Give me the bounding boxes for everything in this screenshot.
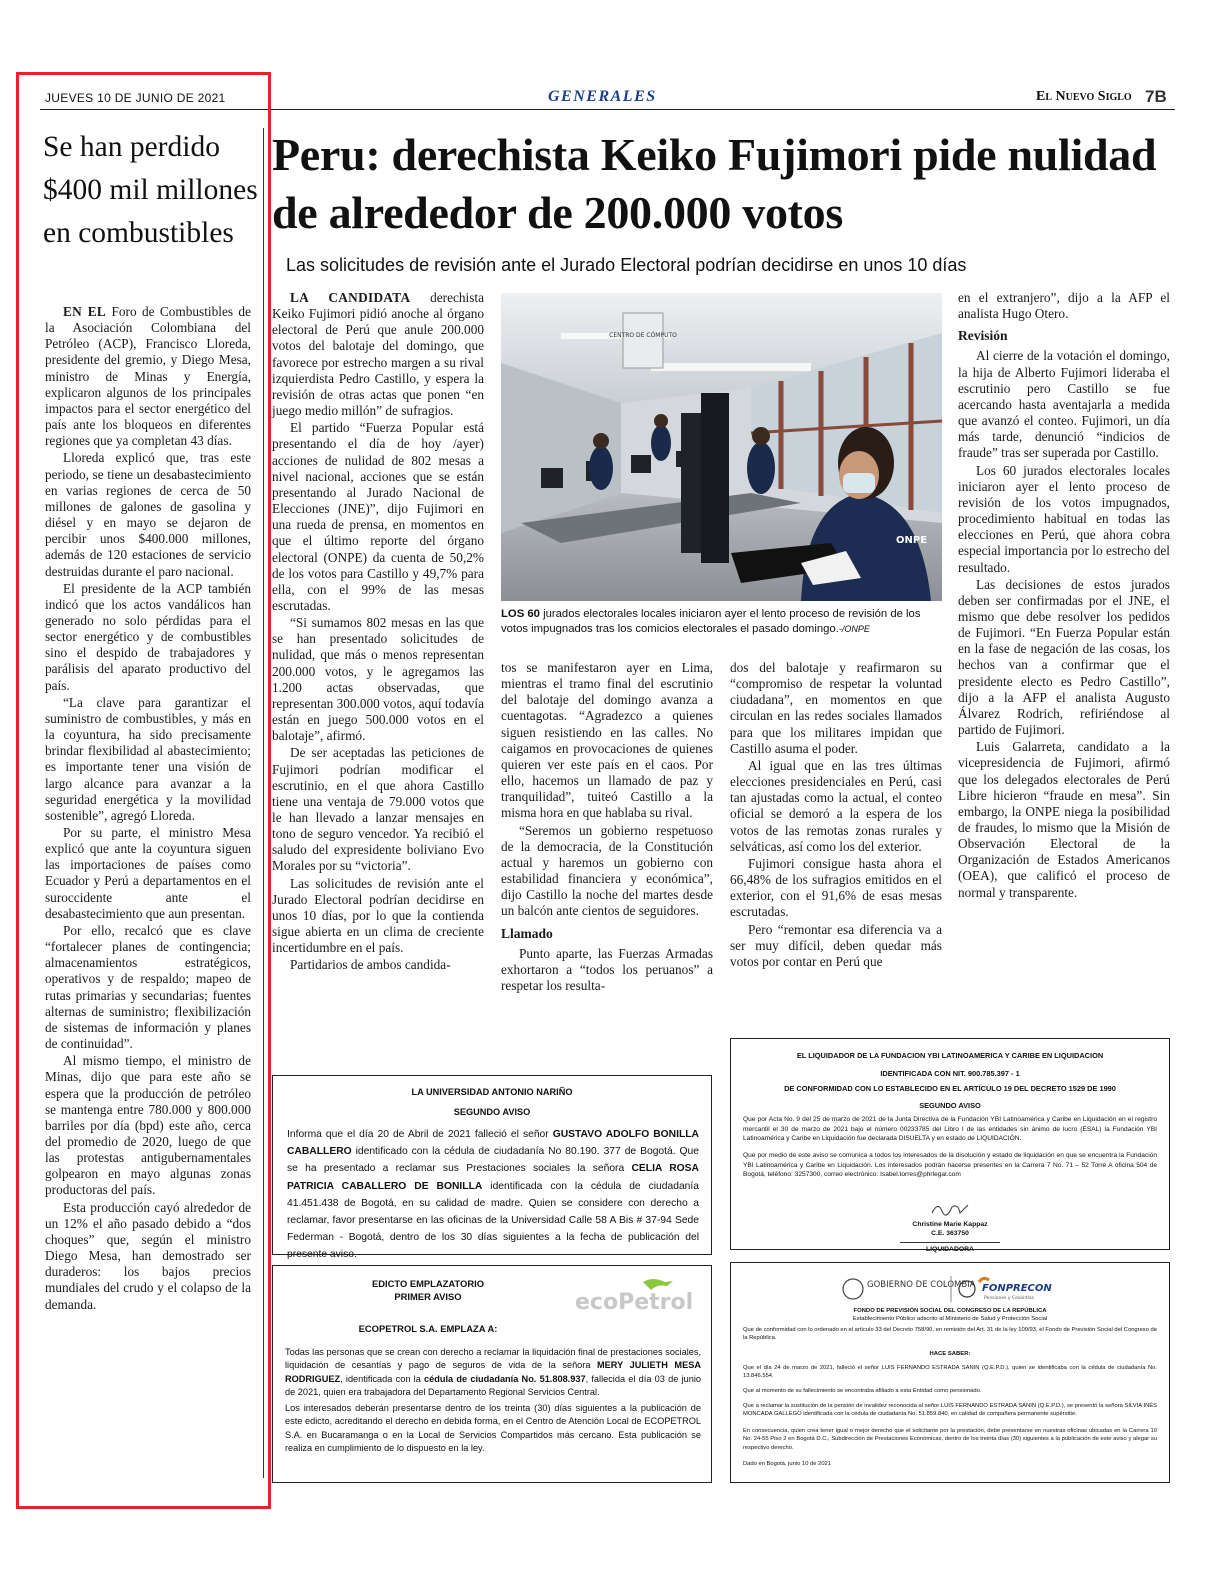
notice-subtitle: ECOPETROL S.A. EMPLAZA A: — [358, 1323, 498, 1334]
signature-scribble — [930, 1201, 970, 1217]
notice-subtitle: SEGUNDO AVISO — [453, 1107, 531, 1117]
notice-date: Dado en Bogotá, junio 10 de 2021 — [743, 1461, 831, 1467]
gov-logo-text: GOBIERNO DE COLOMBIA — [867, 1280, 976, 1290]
main-article-column-4 — [958, 290, 1170, 902]
notice-title-line: EDICTO EMPLAZATORIO — [372, 1278, 484, 1289]
notice-title: FONDO DE PREVISIÓN SOCIAL DEL CONGRESO DE LA REPÚBLICA — [853, 1308, 1047, 1314]
notice-ybi — [730, 1038, 1170, 1253]
notice-heading: HACE SABER: — [929, 1351, 971, 1357]
ecopetrol-logo — [573, 1278, 698, 1314]
paragraph: Las decisiones de estos jurados deben ser confirmadas por el JNE, el mismo que debe resolver los pedidos de Fujimori. “En Fuerza Popular están en la fase de negación de las cosas, los hechos van a confirmar que el presidente electo es Pedro Castillo”, dijo a la AFP el analista Augusto Álvarez Rodrich, refiriéndose al partido de Fujimori. — [958, 576, 1170, 738]
notice-signature — [731, 1201, 1169, 1254]
notice-title: IDENTIFICADA CON NIT. 900.785.397 - 1 — [880, 1069, 1020, 1078]
photo-jacket-text: ONPE — [896, 535, 928, 546]
caption-lead-in: LOS 60 — [501, 608, 540, 620]
notice-text: identificado con la cédula de ciudadanía No 80.190. 377 de Bogotá. Que se ha presentado a reclamar sus Prestaciones sociales la señora — [287, 1146, 699, 1175]
section-name: GENERALES — [548, 88, 657, 105]
ecopetrol-logo-text: ecoPetrol — [575, 1290, 694, 1314]
notice-paragraph: En consecuencia, quien crea tener igual o mejor derecho que el solicitante por la prestación, debe presentarse en nuestras oficinas ubicadas en la Carrera 10 No. 24-55 Piso 2 en Bogotá D.C., Subdirección de Prestaciones Económicas, dentro de los treinta días (30) siguientes a la publicación de este aviso y alegar su respectivo derecho. — [743, 1428, 1157, 1451]
notice-title-line: PRIMER AVISO — [394, 1291, 462, 1302]
paragraph: Al cierre de la votación el domingo, la hija de Alberto Fujimori lideraba el escrutinio pero Castillo se fue acercando hasta aventajarla a medida que avanzó el conteo. Fujimori, un día más tarde, denunció “indicios de fraude” tras ser superada por Castillo. — [958, 348, 1170, 461]
notice-body — [285, 1346, 701, 1458]
caption-text: jurados electorales locales iniciaron ayer el lento proceso de revisión de los votos impugnados tras los comicios electorales el pasado domingo. — [501, 608, 921, 635]
paragraph: “Si sumamos 802 mesas en las que se han presentado solicitudes de nulidad, que más o menos representan 200.000 votos, y le agregamos las 1.200 actas observadas, que representan 300.000 votos, aquí todavía están en juego 500.000 votos en el balotaje”, afirmó. — [272, 615, 484, 744]
notice-paragraph — [285, 1346, 701, 1399]
notice-name: MERY JULIETH MESA RODRIGUEZ — [285, 1360, 701, 1384]
fonprecon-logo-text: FONPRECON — [982, 1283, 1052, 1294]
paragraph: Lloreda explicó que, tras este periodo, se tiene un desabastecimiento en varias regiones de cerca de 50 millones de galones de gasolina y diésel y en mayo se dejaron de percibir unos $400.000 millones, además de 120 estaciones de servicio destruidas durante el paro nacional. — [45, 450, 251, 579]
notice-paragraph: Que al momento de su fallecimiento se encontraba afiliado a esta Entidad como pensionado. — [743, 1388, 982, 1394]
notice-paragraph: Que a reclamar la sustitución de la pensión de invalidez reconocida al señor LUIS FERNANDO ESTRADA SANIN (Q.E.P.D.), se presentó la señora SILVIA INÉS MONCADA GALLEGO identificada con la cédula de ciudadanía No. 51.859.840, en calidad de compañera permanente supérstite. — [743, 1403, 1157, 1418]
main-article-column-3 — [730, 660, 942, 971]
notice-paragraph: Los interesados deberán presentarse dentro de los treinta (30) días siguientes a la publicación de este edicto, acreditando el derecho en debida forma, en el Centro de Atención Local de ECOPETROL S.A. en Bucaramanga o en la Local de Servicios Compartidos más cercano. Esta publicación se realiza en cumplimiento de lo dispuesto en la ley. — [285, 1403, 701, 1454]
paragraph: Fujimori consigue hasta ahora el 66,48% de los sufragios emitidos en el exterior, con el 91,6% de esas mesas escrutadas. — [730, 855, 942, 920]
paragraph: Por ello, recalcó que es clave “fortalecer planes de contingencia; almacenamientos estratégicos, operativos y de respaldo; mapeo de rutas primarias y secundarias; fuentes alternas de suministro; flexibilización de sistemas de información y planes de continuidad”. — [45, 922, 251, 1052]
paragraph: “Seremos un gobierno respetuoso de la democracia, de la Constitución actual y haremos un gobierno con estabilidad financiera y económica”, dijo Castillo la noche del martes desde un balcón ante cientos de seguidores. — [501, 822, 713, 919]
notice-title: LA UNIVERSIDAD ANTONIO NARIÑO — [411, 1087, 573, 1097]
notice-ecopetrol — [272, 1265, 712, 1483]
lead-in: EN EL — [63, 304, 107, 319]
notice-name: CELIA ROSA PATRICIA CABALLERO DE BONILLA — [287, 1163, 699, 1192]
paragraph: Punto aparte, las Fuerzas Armadas exhortaron a “todos los peruanos” a respetar los resulta- — [501, 945, 713, 993]
main-article-column-2 — [501, 660, 713, 995]
caption-credit: -/ONPE — [838, 623, 870, 634]
issue-date: JUEVES 10 DE JUNIO DE 2021 — [45, 91, 226, 105]
notice-title — [333, 1277, 523, 1303]
paragraph: dos del balotaje y reafirmaron su “compromiso de respetar la voluntad ciudadana”, en momentos en que circulan en las redes sociales llamados para que los militares impidan que Castillo asuma el poder. — [730, 660, 942, 756]
lead-in: LA CANDIDATA — [290, 290, 411, 305]
fonprecon-logo-subtext: Pensiones y Cesantías — [984, 1296, 1034, 1301]
paragraph: “La clave para garantizar el suministro de combustibles, y más en la coyuntura, ha sido precisamente brindar flexibilidad al abastecimiento; es importante tener una visión de largo alcance para avanzar a la seguridad energética y la movilidad sostenible”, agregó Lloreda. — [45, 694, 251, 823]
notice-text: identificada con la cédula de ciudadanía 41.451.438 de Bogotá, en su calidad de madre. Quien se considere con derecho a reclamar, favor presentarse en las oficinas de la Universidad Calle 58 A Bis # 37-94 Sede Federman - Bogotá, dentro de los 30 días siguientes a la fecha de publicación del presente aviso. — [287, 1180, 699, 1261]
newspaper-name: El Nuevo Siglo — [1036, 89, 1132, 104]
paragraph: Pero “remontar esa diferencia va a ser muy difícil, deben quedar más votos por contar en Perú que — [730, 921, 942, 969]
photo-sign-text: CENTRO DE CÓMPUTO — [609, 332, 677, 339]
subhead-llamado: Llamado — [501, 925, 553, 941]
left-article-headline: Se han perdido $400 mil millones en combustibles — [43, 131, 258, 249]
notice-paragraph: Que de conformidad con lo ordenado en el artículo 33 del Decreto 758/90, en remisión del Art. 31 de la ley 100/93, el Fondo de Previsión Social del Congreso de la República. — [743, 1327, 1157, 1342]
notice-paragraph: Que el día 24 de marzo de 2021, falleció el señor LUIS FERNANDO ESTRADA SANIN (Q.E.P.D.), quien se identificaba con la cédula de ciudadanía No. 13.846.554. — [743, 1365, 1157, 1380]
paragraph: en el extranjero”, dijo a la AFP el analista Hugo Otero. — [958, 290, 1170, 322]
paragraph: derechista Keiko Fujimori pidió anoche al órgano electoral de Perú que anule 200.000 votos del balotaje del domingo, que favorece por estrecho margen a su rival izquierdista Pedro Castillo, y espera la revisión de otras actas que ponen “en juego medio millón” de sufragios. — [272, 290, 484, 419]
paragraph: Las solicitudes de revisión ante el Jurado Electoral podrían decidirse en unos 10 días, por lo que la contienda sigue abierta en un clima de creciente incertidumbre en el país. — [272, 875, 484, 956]
fonprecon-swoosh-icon — [979, 1278, 989, 1282]
photo-caption — [501, 607, 942, 636]
fonprecon-logos — [841, 1272, 1061, 1306]
left-article-body — [45, 304, 251, 1314]
paragraph: Al mismo tiempo, el ministro de Minas, dijo que para este año se espera que la producción de petróleo se mantenga entre 780.000 y 800.000 barriles por día (bpd) este año, cerca del promedio de 2020, luego de que las protestas antigubernamentales golpearon en mayo algunas zonas productoras del país. — [45, 1053, 251, 1198]
signature-line — [900, 1242, 1000, 1243]
paragraph: Los 60 jurados electorales locales iniciaron ayer el lento proceso de revisión de los votos impugnados, procedimiento habitual en todas las elecciones en Perú, que ahora cobra especial importancia por lo estrecho del resultado. — [958, 462, 1170, 575]
paragraph: tos se manifestaron ayer en Lima, mientras el tramo final del escrutinio del balotaje del domingo avanza a cuentagotas. “Agradezco a quienes siguen resistiendo en las calles. No caigamos en provocaciones de quienes quieren ver este país en el caos. Por ello, hacemos un llamado de paz y tranquilidad”, tuiteó Castillo a la misma hora en que hablaba su rival. — [501, 660, 713, 821]
paragraph: Por su parte, el ministro Mesa explicó que ante la coyuntura siguen las importaciones de países como Ecuador y Perú a departamentos en el suroccidente ante el desabastecimiento que aun presentan. — [45, 825, 251, 921]
notice-universidad — [272, 1075, 712, 1261]
notice-id: cédula de ciudadanía No. 51.808.937 — [424, 1373, 586, 1384]
signatory-role: LIQUIDADORA — [926, 1246, 974, 1253]
coat-of-arms-icon — [843, 1279, 863, 1299]
main-subheadline: Las solicitudes de revisión ante el Jurado Electoral podrían decidirse en unos 10 días — [286, 255, 967, 275]
notice-text: Informa que el día 20 de Abril de 2021 falleció el señor — [287, 1129, 553, 1140]
notice-text: , identificada con la — [340, 1373, 425, 1384]
notice-title: DE CONFORMIDAD CON LO ESTABLECIDO EN EL ARTÍCULO 19 DEL DECRETO 1529 DE 1990 — [784, 1084, 1116, 1093]
signatory-id: C.E. 363750 — [931, 1230, 969, 1237]
paragraph: Partidarios de ambos candida- — [290, 957, 451, 973]
article-photo — [501, 293, 942, 601]
paragraph: De ser aceptadas las peticiones de Fujimori podrían modificar el escrutinio, en el que ahora Castillo tiene una ventaja de 79.000 votos que le han llevado a lanzar mensajes en tono de seguro vencedor. Ya recibió el saludo del expresidente boliviano Evo Morales por su “victoria”. — [272, 745, 484, 874]
paragraph: Luis Galarreta, candidato a la vicepresidencia de Fujimori, afirmó que los delegados electorales de Perú Libre hicieron “fraude en mesa”. Sin embargo, la ONPE niega la posibilidad de fraudes, lo mismo que la Misión de Observación Electoral de la Organización de Estados Americanos (OEA), que calificó el proceso de normal y transparente. — [958, 739, 1170, 900]
paragraph: Foro de Combustibles de la Asociación Colombiana del Petróleo (ACP), Francisco Lloreda, presidente del gremio, y Diego Mesa, ministro de Minas y Energía, explicaron algunos de los principales impactos para el sector energético del país ante los bloqueos en diferentes regiones que ya completan 43 días. — [45, 304, 251, 449]
signatory-name: Christine Marie Kappaz — [912, 1221, 988, 1228]
column-divider — [263, 128, 264, 1478]
notice-text: , fallecida el día 03 de junio de 2021, quien era trabajadora del Departamento Regional Servicios Central. — [285, 1373, 701, 1397]
main-article-column-1 — [272, 290, 484, 975]
paragraph: El partido “Fuerza Popular está presentando el día de hoy /ayer) acciones de nulidad de 802 mesas a nivel nacional, acciones que se están presentando al Jurado Nacional de Elecciones (JNE)”, dijo Fujimori en una rueda de prensa, en momentos en que el último reporte del órgano electoral (ONPE) da cuenta de 50,2% de los votos para Castillo y 49,7% para ella, con el 99% de las mesas escrutadas. — [272, 420, 484, 613]
paragraph: Esta producción cayó alrededor de un 12% el año pasado debido a “dos choques” que, según el ministro Diego Mesa, han demostrado ser duraderos: los bajos precios mundiales del crudo y el colapso de la demanda. — [45, 1199, 251, 1312]
notice-text: Todas las personas que se crean con derecho a reclamar la liquidación final de prestaciones sociales, liquidación de cesantías y pago de seguros de vida de la señora — [285, 1347, 701, 1371]
notice-paragraph: Que por medio de este aviso se comunica a todos los interesados de la disolución y estado de liquidación en que se encuentra la Fundación YBI Latinoamérica y Caribe en Liquidación. Los interesados podrán hacerse presentes en la Carrera 7 No. 71 – 52 Torre A oficina 504 de Bogotá, teléfono: 3257300, correo electrónico: Isabel.torres@phrlegal.com — [743, 1152, 1157, 1178]
notice-subtitle: Establecimiento Público adscrito al Ministerio de Salud y Protección Social — [852, 1316, 1048, 1322]
page-number: 7B — [1145, 87, 1167, 106]
notice-title: EL LIQUIDADOR DE LA FUNDACION YBI LATINOAMERICA Y CARIBE EN LIQUIDACION — [796, 1051, 1104, 1060]
notice-fonprecon — [730, 1262, 1170, 1483]
paragraph: El presidente de la ACP también indicó que los actos vandálicos han generado no solo pérdidas para el sector energético y de combustibles sino el despido de trabajadores y parálisis del aparato productivo del país. — [45, 580, 251, 693]
notice-body — [287, 1126, 699, 1264]
subhead-revision: Revisión — [958, 328, 1008, 344]
paragraph: Al igual que en las tres últimas elecciones presidenciales en Perú, casi tan ajustadas como la actual, el conteo oficial se demoró a la espera de los votos de las remotas zonas rurales y selváticas, así como los del exterior. — [730, 757, 942, 854]
notice-subtitle: SEGUNDO AVISO — [919, 1101, 981, 1110]
notice-paragraph: Que por Acta No. 9 del 25 de marzo de 2021 de la Junta Directiva de la Fundación YBI Latinoamérica y Caribe en Liquidación en el registro mercantil el 30 de marzo de 2021 bajo el número 00233785 del Libro I de las entidades sin ánimo de lucro (ESAL) la Fundación YBI Latinoamérica y Caribe en Liquidación fue declarada DISUELTA y en estado de LIQUIDACIÓN. — [743, 1116, 1157, 1142]
main-headline: Peru: derechista Keiko Fujimori pide nulidad de alrededor de 200.000 votos — [272, 129, 1157, 238]
notice-name: GUSTAVO ADOLFO BONILLA CABALLERO — [287, 1129, 699, 1158]
